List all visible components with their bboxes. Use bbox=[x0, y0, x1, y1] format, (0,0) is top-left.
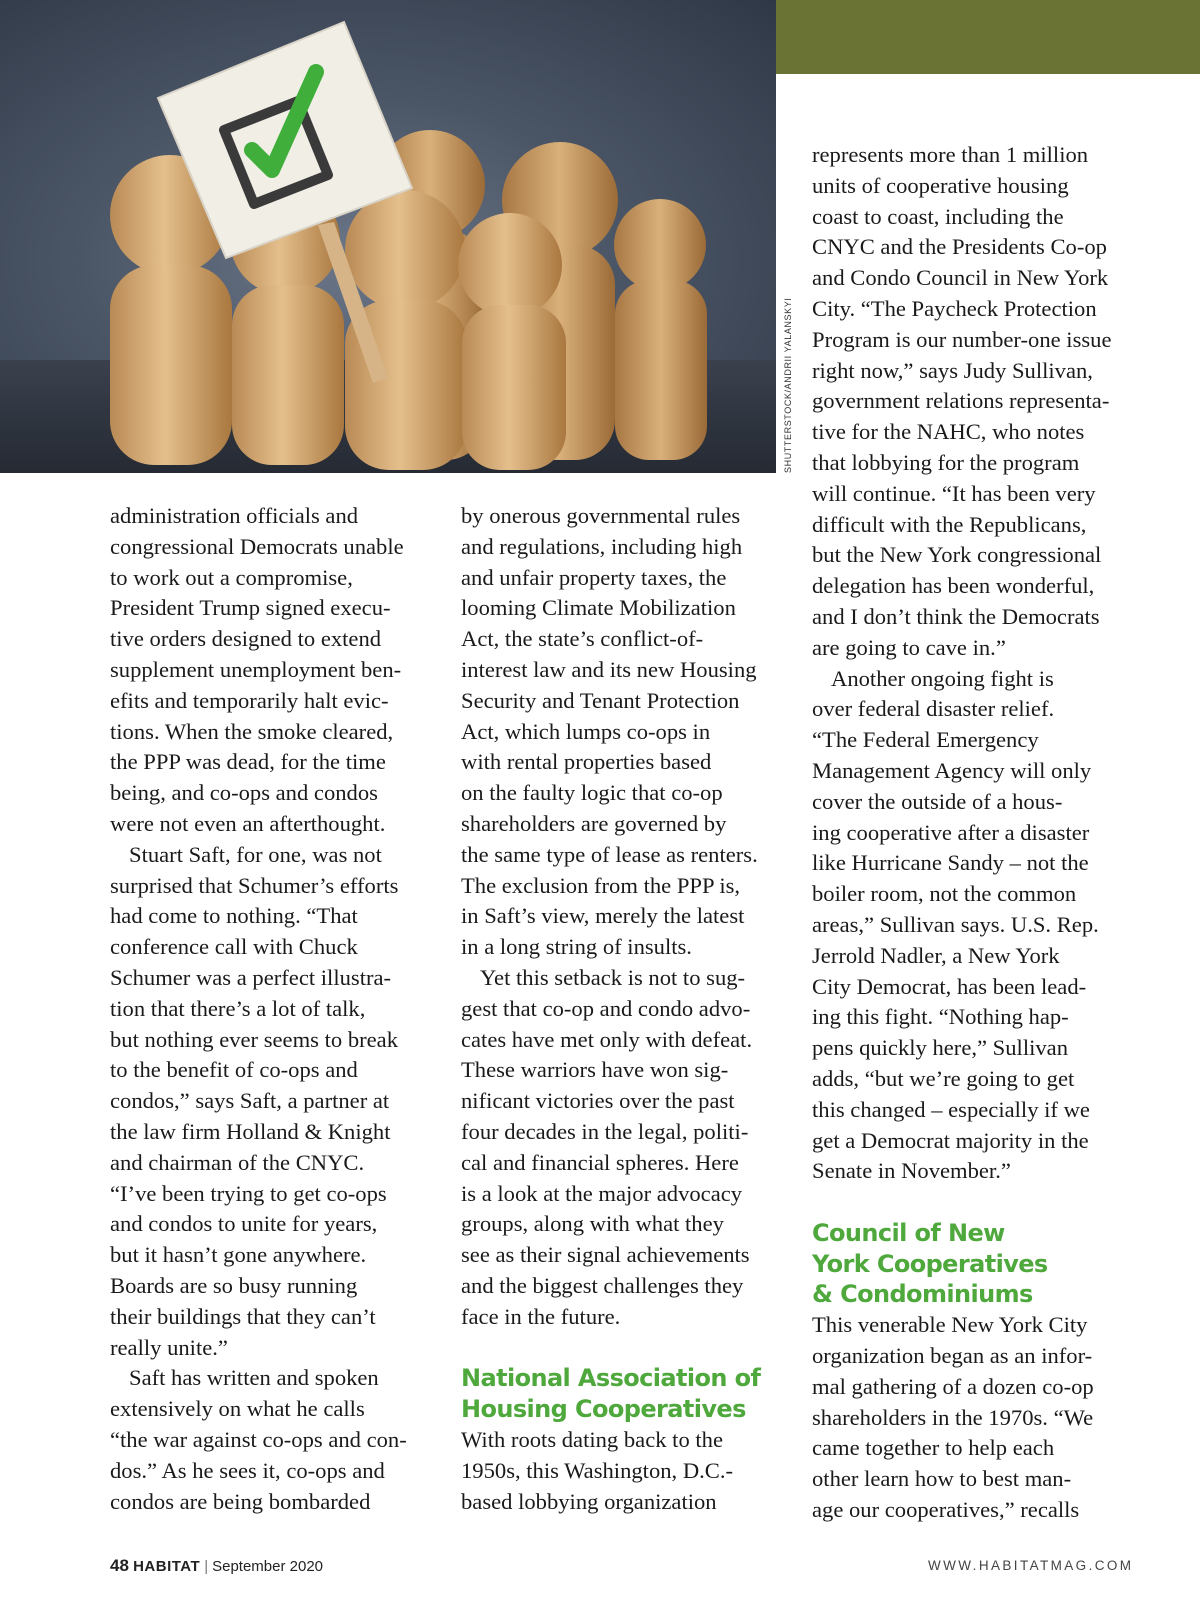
text-line: ing cooperative after a disaster bbox=[812, 819, 1090, 845]
text-line: by onerous governmental rules bbox=[461, 503, 741, 528]
text-line: Management Agency will only bbox=[812, 757, 1092, 783]
text-line: represents more than 1 million bbox=[812, 142, 1089, 167]
text-line: congressional Democrats unable bbox=[110, 533, 404, 559]
text-line: “The Federal Emergency bbox=[812, 727, 1039, 753]
text-line: City. “The Paycheck Protection bbox=[812, 295, 1097, 321]
text-line: areas,” Sullivan says. U.S. Rep. bbox=[812, 911, 1099, 937]
text-line: and the biggest challenges they bbox=[461, 1272, 744, 1298]
text-line: the law firm Holland & Knight bbox=[110, 1118, 391, 1144]
text-line: but the New York congressional bbox=[812, 542, 1102, 568]
website-url[interactable]: WWW.HABITATMAG.COM bbox=[928, 1558, 1134, 1573]
text-line: Yet this setback is not to sug- bbox=[480, 964, 746, 990]
text-line: Saft has written and spoken bbox=[129, 1365, 379, 1391]
column-3 bbox=[812, 140, 1142, 1526]
text-line: Senate in November.” bbox=[812, 1158, 1011, 1184]
text-line: to the benefit of co-ops and bbox=[110, 1057, 358, 1083]
text-line: gest that co-op and condo advo- bbox=[461, 995, 751, 1021]
spacer bbox=[461, 1333, 781, 1364]
text-line: really unite.” bbox=[110, 1334, 228, 1360]
text-line: looming Climate Mobilization bbox=[461, 595, 736, 621]
section-heading: & Condominiums bbox=[812, 1280, 1033, 1309]
text-line: extensively on what he calls bbox=[110, 1396, 365, 1422]
text-line: groups, along with what they bbox=[461, 1211, 724, 1237]
text-line: Security and Tenant Protection bbox=[461, 687, 740, 713]
text-line: the same type of lease as renters. bbox=[461, 841, 758, 867]
text-line: cover the outside of a hous- bbox=[812, 788, 1063, 814]
text-line: four decades in the legal, politi- bbox=[461, 1118, 749, 1144]
text-line: age our cooperatives,” recalls bbox=[812, 1497, 1080, 1523]
text-line: and regulations, including high bbox=[461, 533, 743, 559]
text-line: is a look at the major advocacy bbox=[461, 1180, 743, 1206]
text-line: tive orders designed to extend bbox=[110, 626, 382, 652]
section-heading: Council of New bbox=[812, 1218, 1005, 1247]
text-line: This venerable New York City bbox=[812, 1312, 1088, 1338]
text-line: but it hasn’t gone anywhere. bbox=[110, 1242, 367, 1268]
text-line: nificant victories over the past bbox=[461, 1088, 735, 1114]
text-line: were not even an afterthought. bbox=[110, 810, 386, 836]
text-line: in a long string of insults. bbox=[461, 934, 692, 960]
text-line: organization began as an infor- bbox=[812, 1343, 1093, 1369]
text-line: dos.” As he sees it, co-ops and bbox=[110, 1457, 385, 1483]
section-heading: York Cooperatives bbox=[812, 1249, 1048, 1278]
text-line: ing this fight. “Nothing hap- bbox=[812, 1004, 1069, 1030]
issue-date: September 2020 bbox=[212, 1558, 324, 1575]
text-line: being, and co-ops and condos bbox=[110, 780, 378, 806]
text-line: their buildings that they can’t bbox=[110, 1303, 376, 1329]
text-line: President Trump signed execu- bbox=[110, 595, 391, 621]
section-heading: Housing Cooperatives bbox=[461, 1395, 746, 1424]
text-line: 1950s, this Washington, D.C.- bbox=[461, 1457, 734, 1483]
text-line: right now,” says Judy Sullivan, bbox=[812, 357, 1093, 383]
text-line: and condos to unite for years, bbox=[110, 1211, 378, 1237]
text-line: cal and financial spheres. Here bbox=[461, 1149, 739, 1175]
text-line: Program is our number-one issue bbox=[812, 326, 1112, 352]
text-line: tion that there’s a lot of talk, bbox=[110, 995, 366, 1021]
text-line: “the war against co-ops and con- bbox=[110, 1426, 407, 1452]
text-line: but nothing ever seems to break bbox=[110, 1026, 398, 1052]
text-line: the PPP was dead, for the time bbox=[110, 749, 386, 775]
text-line: tions. When the smoke cleared, bbox=[110, 718, 394, 744]
text-line: With roots dating back to the bbox=[461, 1426, 724, 1452]
text-line: Stuart Saft, for one, was not bbox=[129, 841, 382, 867]
text-line: Act, which lumps co-ops in bbox=[461, 718, 711, 744]
text-line: Jerrold Nadler, a New York bbox=[812, 942, 1060, 968]
page-number: 48 bbox=[110, 1556, 129, 1575]
text-line: that lobbying for the program bbox=[812, 449, 1080, 475]
text-line: in Saft’s view, merely the latest bbox=[461, 903, 745, 929]
text-line: tive for the NAHC, who notes bbox=[812, 419, 1085, 445]
text-line: Schumer was a perfect illustra- bbox=[110, 964, 392, 990]
column-1 bbox=[110, 501, 440, 1517]
text-line: condos are being bombarded bbox=[110, 1488, 371, 1514]
text-line: and chairman of the CNYC. bbox=[110, 1149, 365, 1175]
text-line: administration officials and bbox=[110, 503, 359, 528]
text-line: and Condo Council in New York bbox=[812, 265, 1109, 291]
footer-divider: | bbox=[204, 1558, 209, 1575]
text-line: over federal disaster relief. bbox=[812, 696, 1055, 722]
wooden-figures-checkmark-icon bbox=[0, 0, 776, 473]
text-line: came together to help each bbox=[812, 1435, 1055, 1461]
text-line: coast to coast, including the bbox=[812, 203, 1064, 229]
column-2 bbox=[461, 501, 781, 1517]
page-footer bbox=[110, 1556, 323, 1576]
text-line: are going to cave in.” bbox=[812, 634, 1006, 660]
text-line: shareholders are governed by bbox=[461, 810, 727, 836]
section-heading: National Association of bbox=[461, 1364, 761, 1393]
text-line: face in the future. bbox=[461, 1303, 621, 1329]
text-line: Act, the state’s conflict-of- bbox=[461, 626, 704, 652]
text-line: like Hurricane Sandy – not the bbox=[812, 850, 1089, 876]
text-line: to work out a compromise, bbox=[110, 564, 353, 590]
text-line: Boards are so busy running bbox=[110, 1272, 358, 1298]
text-line: had come to nothing. “That bbox=[110, 903, 358, 929]
text-line: on the faulty logic that co-op bbox=[461, 780, 723, 806]
text-line: The exclusion from the PPP is, bbox=[461, 872, 741, 898]
text-line: and I don’t think the Democrats bbox=[812, 603, 1100, 629]
text-line: based lobbying organization bbox=[461, 1488, 717, 1514]
photo-credit: SHUTTERSTOCK/ANDRII YALANSKYI bbox=[783, 297, 793, 473]
text-line: conference call with Chuck bbox=[110, 934, 358, 960]
text-line: condos,” says Saft, a partner at bbox=[110, 1088, 390, 1114]
spacer bbox=[812, 1187, 1142, 1218]
hero-photo bbox=[0, 0, 776, 473]
text-line: These warriors have won sig- bbox=[461, 1057, 729, 1083]
magazine-name: HABITAT bbox=[133, 1558, 201, 1575]
text-line: boiler room, not the common bbox=[812, 881, 1077, 907]
text-line: interest law and its new Housing bbox=[461, 656, 757, 682]
text-line: shareholders in the 1970s. “We bbox=[812, 1404, 1094, 1430]
accent-bar bbox=[776, 0, 1200, 74]
text-line: see as their signal achievements bbox=[461, 1242, 750, 1268]
text-line: other learn how to best man- bbox=[812, 1466, 1072, 1492]
text-line: Another ongoing fight is bbox=[831, 665, 1054, 691]
text-line: CNYC and the Presidents Co-op bbox=[812, 234, 1107, 260]
text-line: get a Democrat majority in the bbox=[812, 1127, 1089, 1153]
text-line: City Democrat, has been lead- bbox=[812, 973, 1087, 999]
text-line: difficult with the Republicans, bbox=[812, 511, 1087, 537]
text-line: and unfair property taxes, the bbox=[461, 564, 727, 590]
text-line: this changed – especially if we bbox=[812, 1096, 1090, 1122]
text-line: will continue. “It has been very bbox=[812, 480, 1096, 506]
text-line: efits and temporarily halt evic- bbox=[110, 687, 389, 713]
text-line: cates have met only with defeat. bbox=[461, 1026, 753, 1052]
text-line: supplement unemployment ben- bbox=[110, 656, 402, 682]
text-line: adds, “but we’re going to get bbox=[812, 1065, 1075, 1091]
text-line: mal gathering of a dozen co-op bbox=[812, 1373, 1094, 1399]
text-line: government relations representa- bbox=[812, 388, 1110, 414]
text-line: units of cooperative housing bbox=[812, 172, 1069, 198]
text-line: “I’ve been trying to get co-ops bbox=[110, 1180, 387, 1206]
text-line: pens quickly here,” Sullivan bbox=[812, 1035, 1068, 1061]
text-line: with rental properties based bbox=[461, 749, 712, 775]
text-line: surprised that Schumer’s efforts bbox=[110, 872, 399, 898]
text-line: delegation has been wonderful, bbox=[812, 573, 1095, 599]
